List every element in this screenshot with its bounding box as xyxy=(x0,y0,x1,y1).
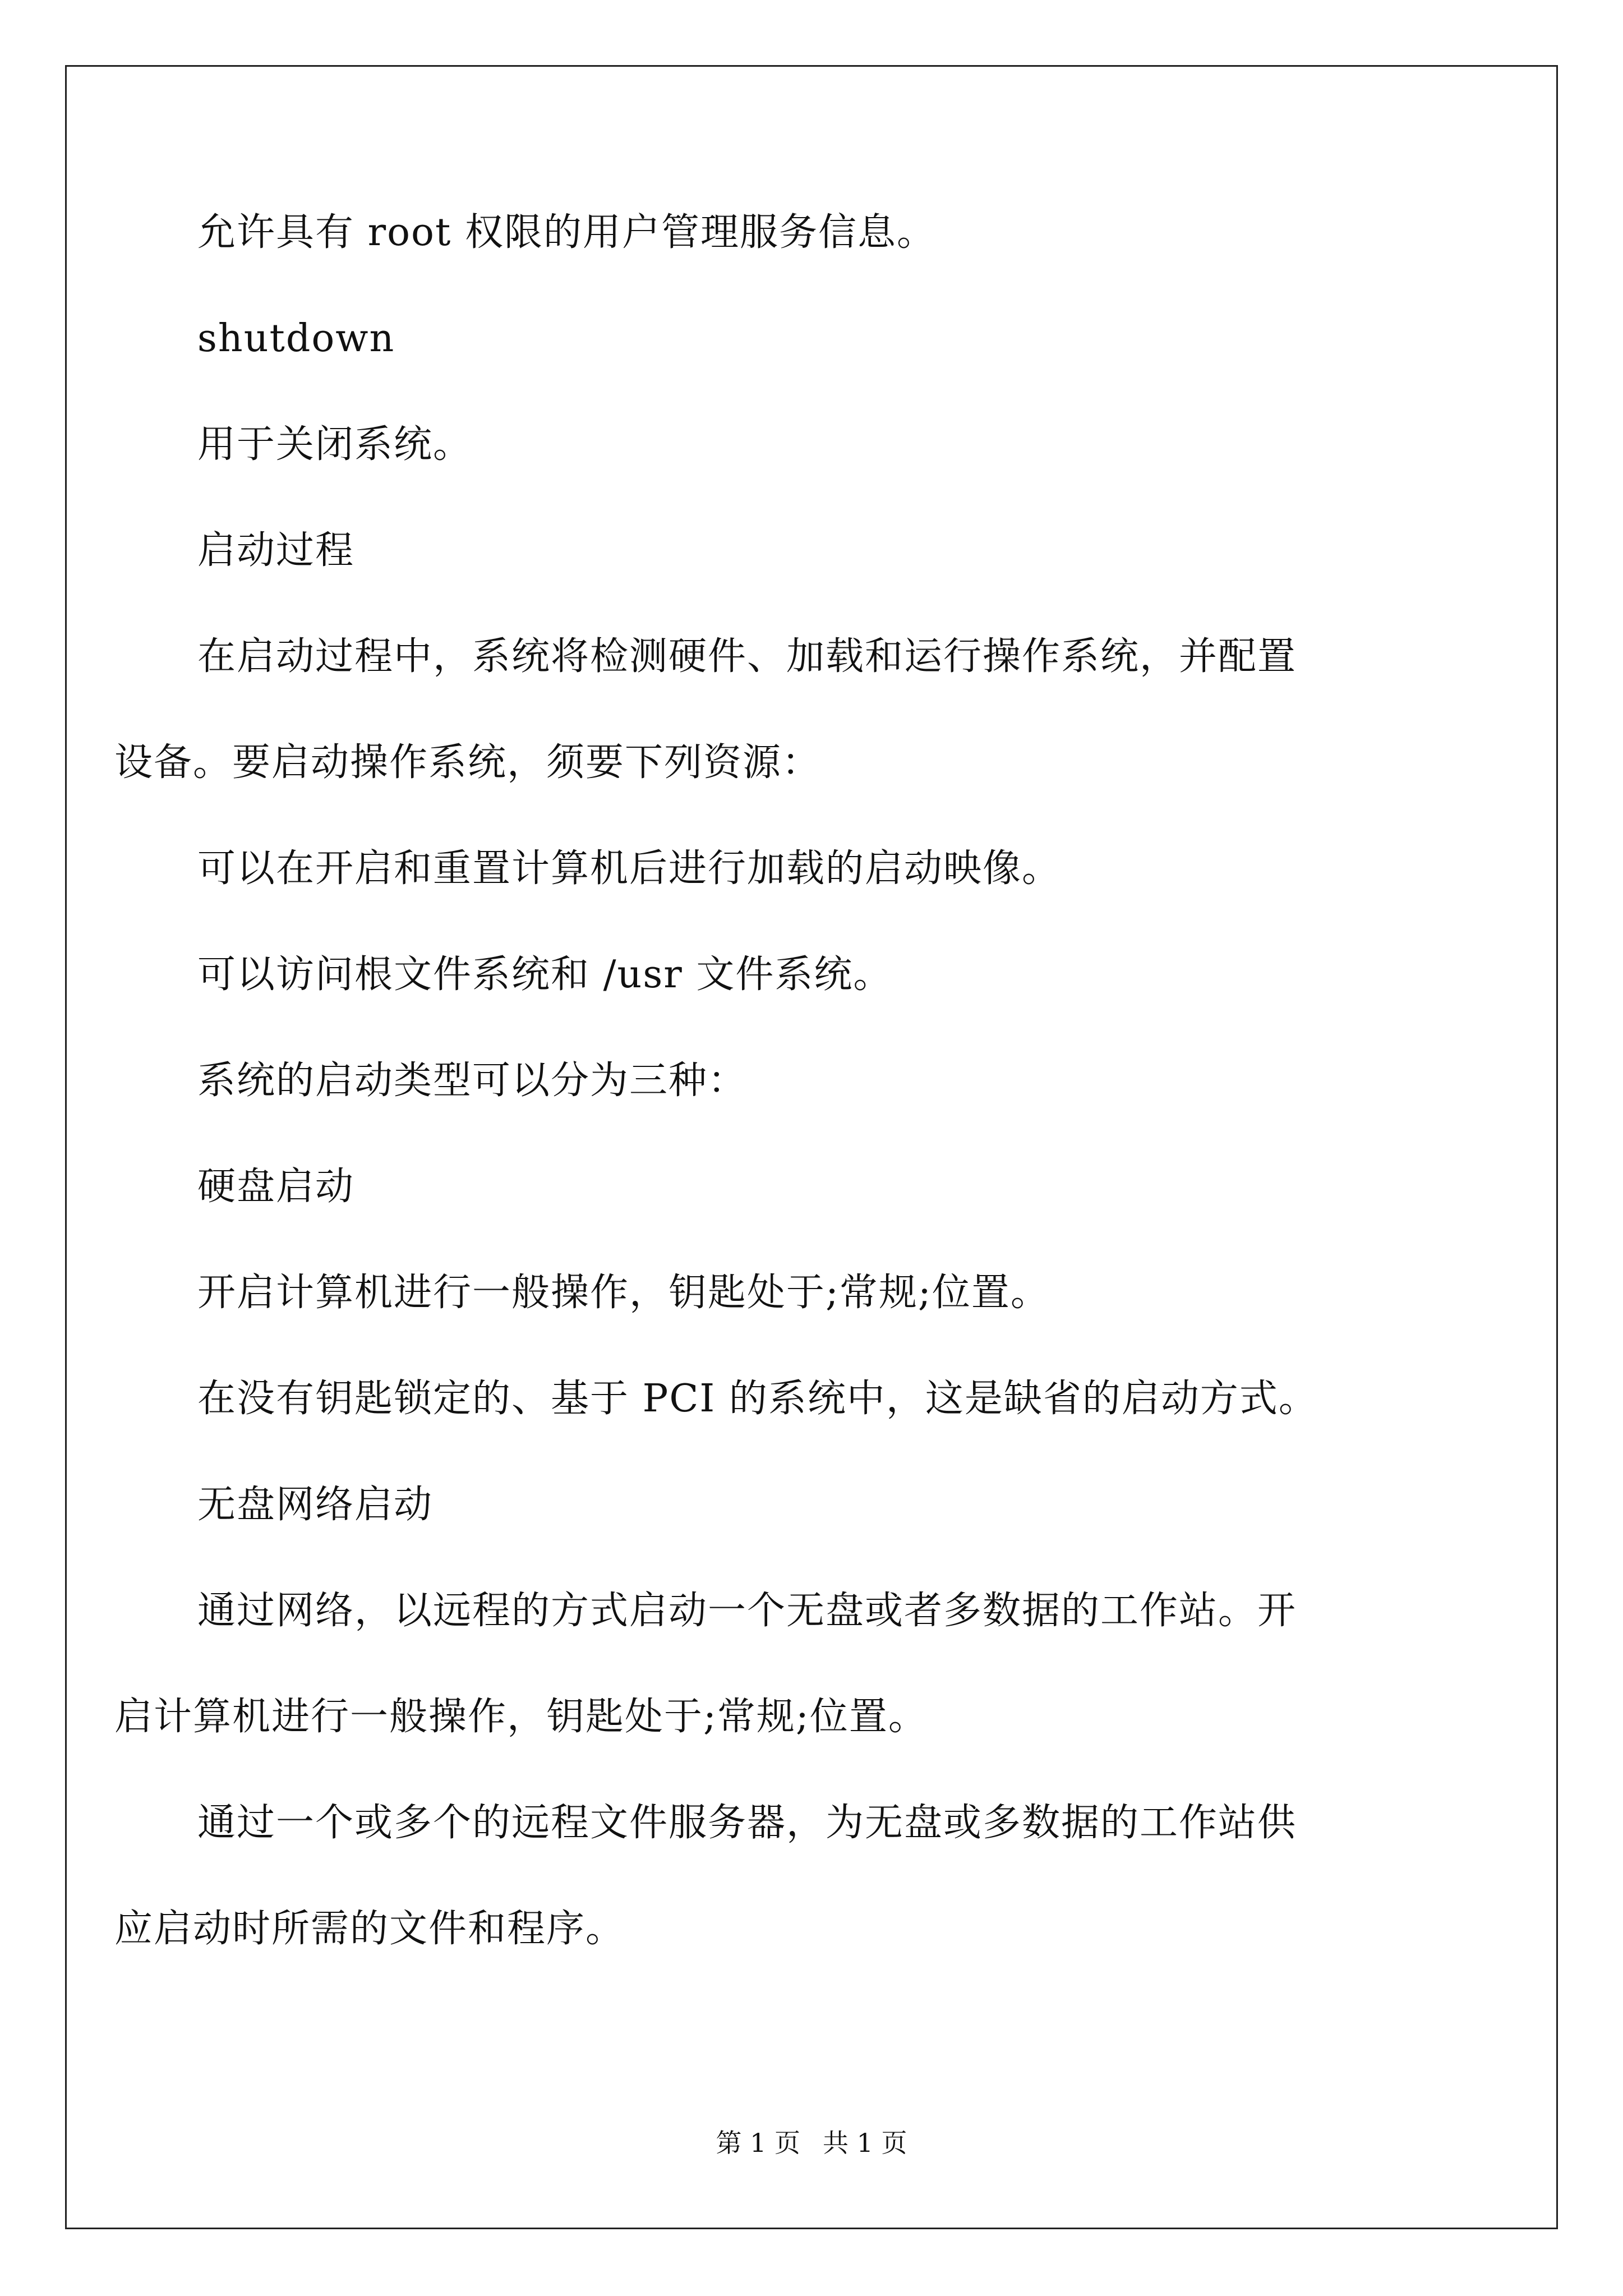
paragraph-line: 启计算机进行一般操作，钥匙处于;常规;位置。 xyxy=(114,1695,928,1739)
paragraph-line: 系统的启动类型可以分为三种： xyxy=(197,1059,748,1103)
paragraph-line: 设备。要启动操作系统，须要下列资源： xyxy=(114,740,822,785)
section-heading: 无盘网络启动 xyxy=(197,1483,434,1527)
section-heading: 硬盘启动 xyxy=(197,1165,355,1209)
paragraph-line: 可以访问根文件系统和 /usr 文件系统。 xyxy=(197,953,893,997)
paragraph-line: 应启动时所需的文件和程序。 xyxy=(114,1907,625,1951)
page-total: 共 1 页 xyxy=(823,2128,907,2158)
paragraph-line: 用于关闭系统。 xyxy=(197,422,473,467)
paragraph-line: 开启计算机进行一般操作，钥匙处于;常规;位置。 xyxy=(197,1271,1050,1315)
section-heading: 启动过程 xyxy=(197,528,355,573)
paragraph-line: 通过一个或多个的远程文件服务器，为无盘或多数据的工作站供 xyxy=(197,1801,1297,1845)
paragraph-line: 在启动过程中，系统将检测硬件、加载和运行操作系统，并配置 xyxy=(197,634,1297,679)
page-footer xyxy=(0,2126,1623,2160)
paragraph-line: 通过网络，以远程的方式启动一个无盘或者多数据的工作站。开 xyxy=(197,1589,1297,1633)
paragraph-line: 允许具有 root 权限的用户管理服务信息。 xyxy=(197,210,936,255)
paragraph-line: 在没有钥匙锁定的、基于 PCI 的系统中，这是缺省的启动方式。 xyxy=(197,1377,1318,1421)
page-number: 第 1 页 xyxy=(716,2128,800,2158)
paragraph-line: 可以在开启和重置计算机后进行加载的启动映像。 xyxy=(197,846,1062,891)
paragraph-line: shutdown xyxy=(197,316,395,361)
